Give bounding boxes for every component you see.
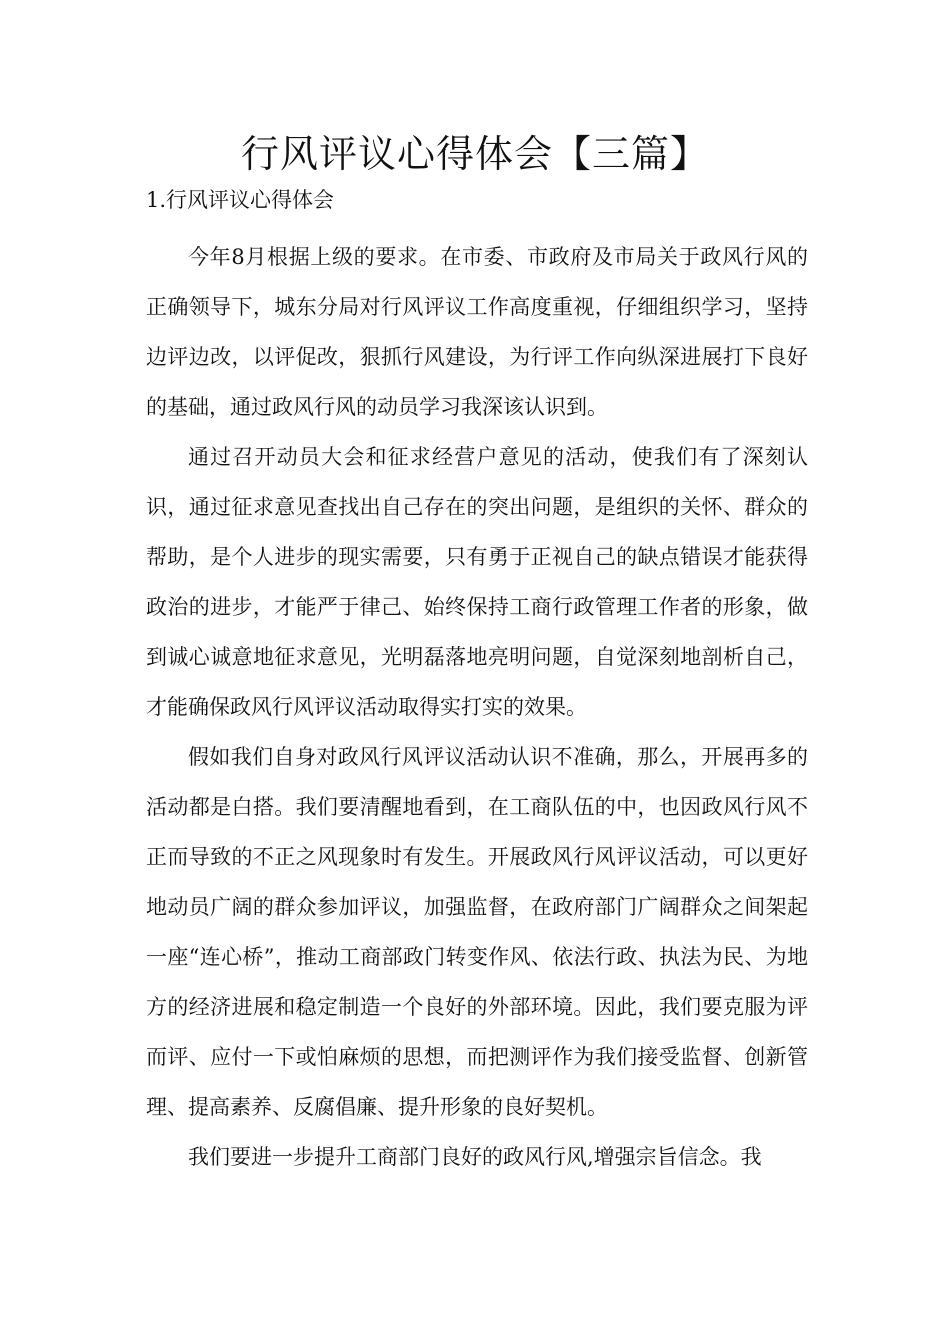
document-body (146, 232, 808, 1182)
document-title: 行风评议心得体会【三篇】 (240, 132, 709, 176)
section-heading: 1.行风评议心得体会 (146, 188, 335, 212)
paragraph-2: 通过召开动员大会和征求经营户意见的活动，使我们有了深刻认识，通过征求意见查找出自己存在的突出问题，是组织的关怀、群众的帮助，是个人进步的现实需要，只有勇于正视自己的缺点错误才能获得政治的进步，才能严于律己、始终保持工商行政管理工作者的形象，做到诚心诚意地征求意见，光明磊落地亮明问题，自觉深刻地剖析自己，才能确保政风行风评议活动取得实打实的效果。 (146, 445, 808, 719)
paragraph-4: 我们要进一步提升工商部门良好的政风行风,增强宗旨信念。我 (188, 1145, 762, 1169)
paragraph-3: 假如我们自身对政风行风评议活动认识不准确，那么，开展再多的活动都是白搭。我们要清醒地看到，在工商队伍的中，也因政风行风不正而导致的不正之风现象时有发生。开展政风行风评议活动，可以更好地动员广阔的群众参加评议，加强监督，在政府部门广阔群众之间架起一座“连心桥”，推动工商部政门转变作风、依法行政、执法为民、为地方的经济进展和稳定制造一个良好的外部环境。因此，我们要克服为评而评、应付一下或怕麻烦的思想，而把测评作为我们接受监督、创新管理、提高素养、反腐倡廉、提升形象的良好契机。 (146, 745, 808, 1119)
paragraph-1: 今年8月根据上级的要求。在市委、市政府及市局关于政风行风的正确领导下，城东分局对行风评议工作高度重视，仔细组织学习，坚持边评边改，以评促改，狠抓行风建设，为行评工作向纵深进展打下良好的基础，通过政风行风的动员学习我深该认识到。 (146, 245, 808, 419)
